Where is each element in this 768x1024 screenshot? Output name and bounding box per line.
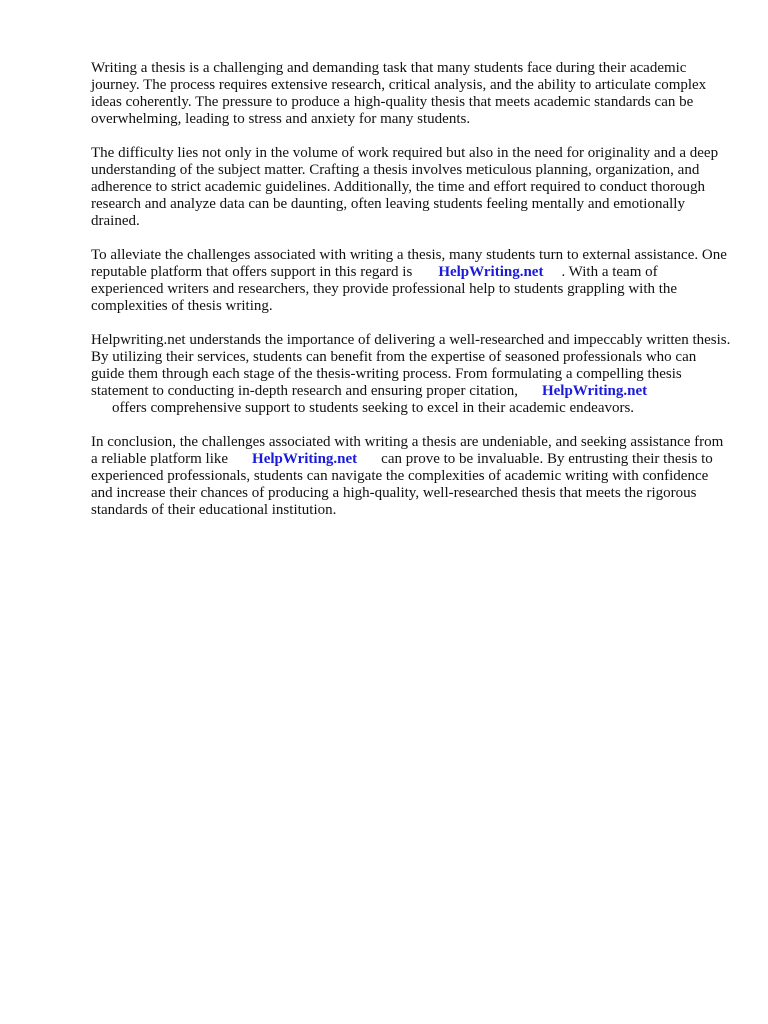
paragraph-assistance-text-after: . With a team of experienced writers and researchers, they provide professional help to students grappling with the complexities of thesis writing. [91,264,681,314]
paragraph-conclusion-text-after: can prove to be invaluable. By entrusting their thesis to experienced professionals, students can navigate the complexities of academic writing with confidence and increase their chances of producing a high-quality, well-researched thesis that meets the rigorous standards of their educational institution. [91,451,717,518]
paragraph-helpwriting-text-after: offers comprehensive support to students seeking to excel in their academic endeavors. [112,400,635,416]
paragraph-intro [91,60,731,128]
helpwriting-link-1[interactable]: HelpWriting.net [438,264,544,280]
paragraph-helpwriting [91,332,735,417]
document-body [91,60,735,536]
paragraph-difficulty-text: The difficulty lies not only in the volume of work required but also in the need for originality and a deep understanding of the subject matter. Crafting a thesis involves meticulous planning, organization, and adherence to strict academic guidelines. Additionally, the time and effort required to conduct thorough research and analyze data can be daunting, often leaving students feeling mentally and emotionally drained. [91,145,722,229]
paragraph-intro-text: Writing a thesis is a challenging and demanding task that many students face during their academic journey. The process requires extensive research, critical analysis, and the ability to articulate complex ideas coherently. The pressure to produce a high-quality thesis that meets academic standards can be overwhelming, leading to stress and anxiety for many students. [91,60,710,127]
helpwriting-link-3[interactable]: HelpWriting.net [252,451,358,467]
paragraph-difficulty [91,145,731,230]
paragraph-assistance [91,247,731,315]
paragraph-helpwriting-text-before: Helpwriting.net understands the importance of delivering a well-researched and impeccably written thesis. By utilizing their services, students can benefit from the expertise of seasoned professionals who can guide them through each stage of the thesis-writing process. From formulating a compelling thesis statement to conducting in-depth research and ensuring proper citation, [91,332,735,399]
paragraph-conclusion [91,434,731,519]
helpwriting-link-2[interactable]: HelpWriting.net [541,383,648,399]
paragraph-assistance-text-before: To alleviate the challenges associated with writing a thesis, many students turn to external assistance. One reputable platform that offers support in this regard is [91,247,731,280]
paragraph-conclusion-text-before: In conclusion, the challenges associated with writing a thesis are undeniable, and seeking assistance from a reliable platform like [91,434,728,467]
